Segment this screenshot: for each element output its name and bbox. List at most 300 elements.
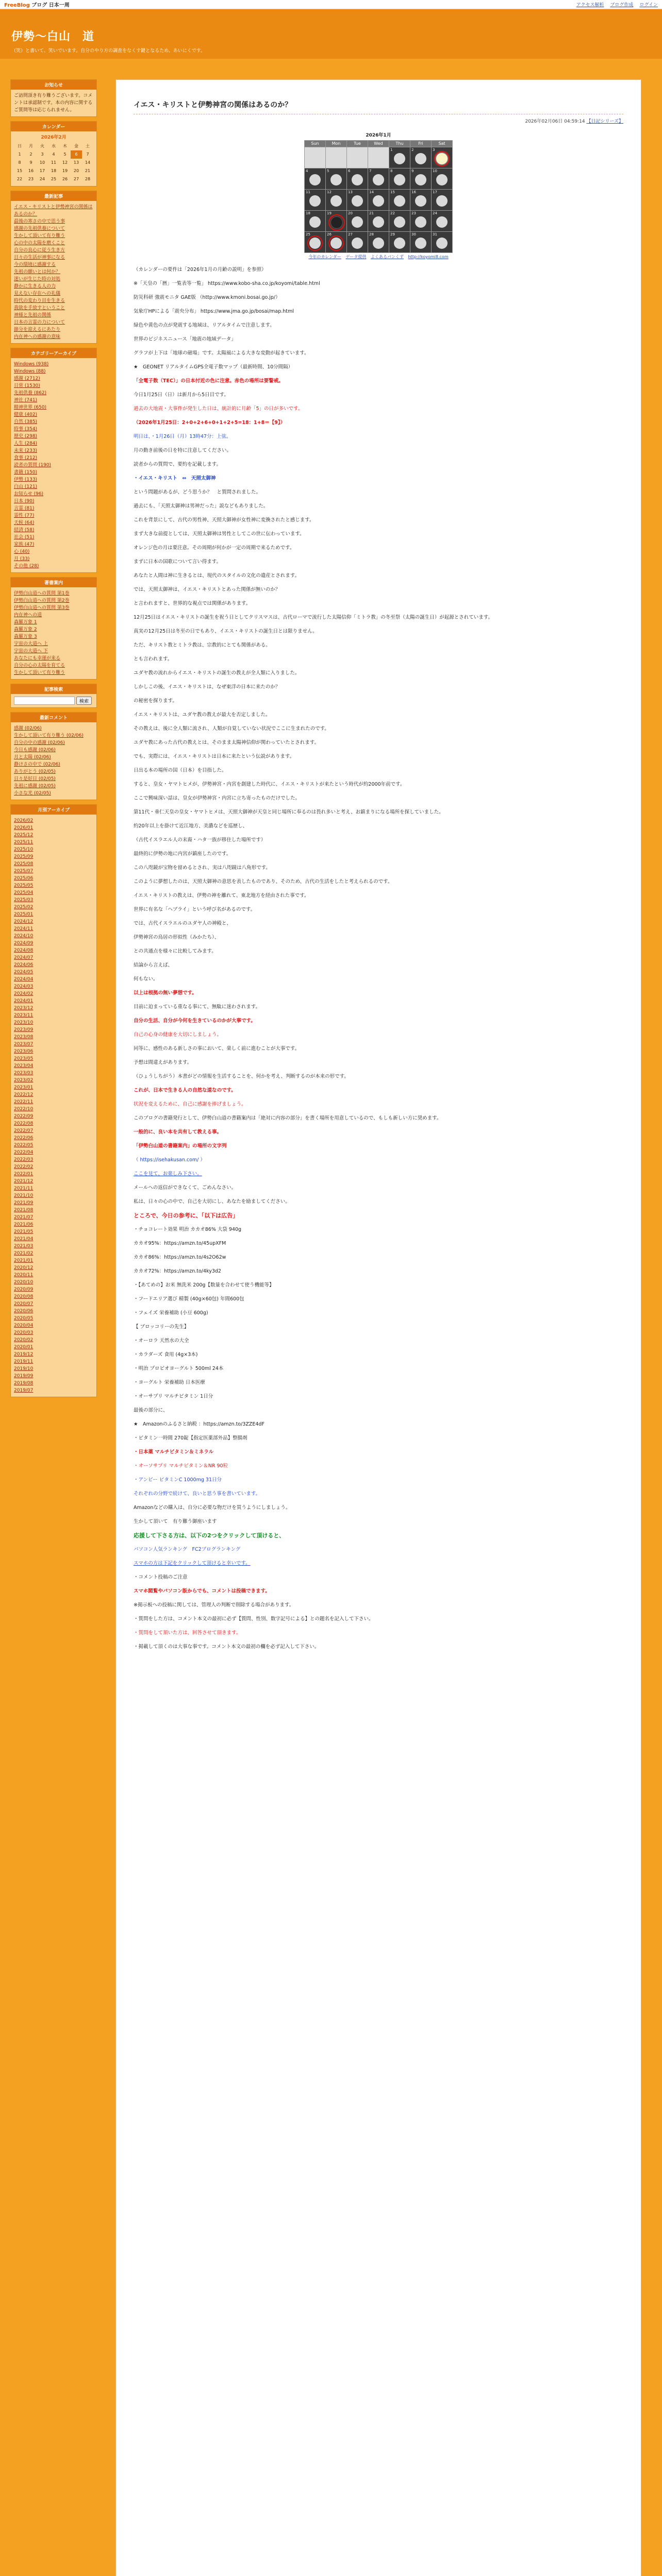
archive-link[interactable]: 2020/05: [14, 1316, 34, 1321]
archive-link[interactable]: 2023/10: [14, 1020, 34, 1025]
calendar-day[interactable]: 13: [73, 160, 79, 165]
calendar-day[interactable]: 12: [62, 160, 68, 165]
book-link[interactable]: 自分の心の太陽を育てる: [14, 663, 65, 668]
archive-link[interactable]: 2022/06: [14, 1136, 34, 1141]
moon-calendar-grid: [304, 140, 453, 253]
archive-link[interactable]: 2023/03: [14, 1071, 34, 1076]
archive-link[interactable]: 2021/06: [14, 1222, 34, 1227]
category-heading: カテゴリーアーカイブ: [11, 348, 96, 358]
archive-link[interactable]: 2023/12: [14, 1006, 34, 1011]
post-paragraph: ・質問をして頂いた方は、回答させて頂きます。: [134, 1630, 241, 1636]
archive-link[interactable]: 2022/05: [14, 1143, 34, 1148]
category-link[interactable]: 天候 (64): [14, 520, 35, 526]
post-paragraph: 自己の心身の健康を大切にしましょう。: [134, 1032, 222, 1038]
calendar-day[interactable]: 1: [18, 152, 21, 157]
calendar-day[interactable]: 15: [16, 168, 23, 173]
calendar-day[interactable]: 19: [62, 168, 68, 173]
calendar-day[interactable]: 21: [85, 168, 91, 173]
moon-calendar: [134, 131, 623, 260]
comments-box: [10, 712, 97, 800]
category-link[interactable]: 先祖供養 (862): [14, 391, 47, 396]
recent-post-link[interactable]: 我欲を手放すということ: [14, 306, 65, 311]
calendar-day[interactable]: 8: [18, 160, 21, 165]
moon-phase-cell: [305, 168, 325, 189]
category-link[interactable]: 人生 (284): [14, 441, 38, 446]
archive-link[interactable]: 2020/08: [14, 1294, 34, 1299]
calendar-day[interactable]: 14: [85, 160, 91, 165]
post-paragraph: これが、日本で生きる人の自然な道なのです。: [134, 1088, 236, 1093]
calendar-day[interactable]: 6: [71, 150, 82, 159]
moon-phase-cell: [305, 147, 325, 168]
archive-link[interactable]: 2020/03: [14, 1330, 34, 1335]
category-link[interactable]: 言霊 (81): [14, 506, 35, 511]
moon-phase-icon: [394, 195, 405, 207]
category-link[interactable]: Windows (938): [14, 362, 49, 367]
moon-day-number: 31: [433, 232, 437, 236]
category-link[interactable]: その他 (28): [14, 564, 39, 569]
archive-link[interactable]: 2023/07: [14, 1042, 34, 1047]
moon-phase-icon: [415, 174, 426, 185]
comment-link[interactable]: 先祖に感謝 (02/05): [14, 784, 56, 789]
moon-dow-label: Tue: [347, 141, 368, 147]
archive-link[interactable]: 2024/10: [14, 934, 34, 939]
archive-link[interactable]: 2022/10: [14, 1107, 34, 1112]
category-link[interactable]: 書籍 (150): [14, 470, 38, 475]
post-paragraph: では、天照太御神は、イエス・キリストとあった関係が無いのか？: [134, 587, 280, 592]
book-link[interactable]: 伊勢白山道への質問 第3巻: [14, 605, 70, 611]
archive-link[interactable]: 2020/02: [14, 1337, 34, 1343]
moon-phase-icon: [352, 195, 363, 207]
post-paragraph: とも言われます。: [134, 656, 173, 662]
recent-post-link[interactable]: 時代の変わり目を生きる: [14, 298, 65, 303]
moon-phase-cell: [389, 211, 410, 231]
moon-phase-cell: [347, 168, 368, 189]
category-link[interactable]: 歴史 (298): [14, 434, 38, 439]
post-date: 2026年02月06日 04:59:14: [525, 119, 585, 124]
archive-link[interactable]: 2022/02: [14, 1164, 34, 1170]
recent-post-link[interactable]: 静かに生きる人の力: [14, 284, 56, 289]
moon-phase-icon: [436, 216, 448, 228]
archive-link[interactable]: 2025/09: [14, 854, 34, 859]
archive-link[interactable]: 2022/12: [14, 1092, 34, 1097]
post-paragraph: 約20年以上を掛けて近江地方、美濃などを巡歴し、: [134, 823, 248, 829]
recent-post-link[interactable]: 最後の寒さの中で思う事: [14, 219, 65, 224]
archive-link[interactable]: 2025/05: [14, 883, 34, 888]
category-link[interactable]: 健康 (402): [14, 412, 38, 417]
archive-link[interactable]: 2023/11: [14, 1013, 34, 1018]
recent-post-link[interactable]: 神様と先祖の関係: [14, 313, 52, 318]
post-paragraph: 明日は、・1月26日（月）13時47分：上弦。: [134, 434, 231, 439]
moon-day-number: 17: [433, 190, 437, 194]
post-paragraph: ・アンビー ビタミンC 1000mg 31日分: [134, 1477, 222, 1483]
post-paragraph: ・コメント投稿のご注意: [134, 1574, 188, 1580]
post-paragraph: ・質問をした方は、コメント本文の最初に必ず【質問、性別、数字記号による】との題名を記入して下さい。: [134, 1616, 374, 1622]
archive-link[interactable]: 2020/01: [14, 1345, 34, 1350]
moon-dow-label: Thu: [389, 141, 410, 147]
recent-post-link[interactable]: 迷いが生じた時の対処: [14, 277, 61, 282]
category-link[interactable]: 社会 (51): [14, 535, 35, 540]
moon-day-number: 11: [306, 190, 310, 194]
recent-post-link[interactable]: 先祖の願いとは何か？: [14, 269, 61, 275]
calendar-day[interactable]: 4: [52, 152, 55, 157]
calendar-day[interactable]: 26: [62, 177, 68, 181]
calendar-dow: 木: [63, 144, 67, 148]
archive-link[interactable]: 2023/08: [14, 1035, 34, 1040]
category-link[interactable]: 白山 (121): [14, 484, 38, 489]
archive-link[interactable]: 2025/10: [14, 847, 34, 852]
calendar-day[interactable]: 16: [28, 168, 34, 173]
category-link[interactable]: Windows (88): [14, 369, 46, 374]
books-list: [11, 587, 96, 679]
moon-phase-cell: [410, 232, 431, 252]
archive-link[interactable]: 2025/03: [14, 897, 34, 903]
archive-link[interactable]: 2024/02: [14, 991, 34, 996]
post-paragraph: 日出る本の場所の国（日本）を目指した。: [134, 768, 227, 773]
archive-link[interactable]: 2021/03: [14, 1244, 34, 1249]
moon-phase-cell: [305, 190, 325, 210]
archive-link[interactable]: 2025/01: [14, 912, 34, 917]
moon-link-calendar[interactable]: 今年のカレンダー: [308, 255, 341, 259]
moon-phase-cell: [389, 190, 410, 210]
site-logo[interactable]: FreeBlog ブログ 日本一周: [4, 3, 70, 8]
comment-link[interactable]: 静けさの中で (02/06): [14, 762, 60, 767]
archive-link[interactable]: 2020/07: [14, 1301, 34, 1307]
archive-link[interactable]: 2024/03: [14, 984, 34, 989]
category-link[interactable]: 読者の質問 (190): [14, 463, 52, 468]
post-paragraph: 今日1月25日（日）は新月から5日目です。: [134, 392, 229, 398]
category-link[interactable]: 精神世界 (650): [14, 405, 47, 410]
moon-day-number: 18: [306, 211, 310, 215]
about-text: ご訪問頂き有り難うございます。コメントは承認制です。本の内容に関するご質問等は応じられません。: [14, 93, 93, 113]
post-paragraph: 最終的に伊勢の地に内宮が鎮座したのです。: [134, 851, 231, 857]
calendar-dow: 日: [18, 144, 22, 148]
calendar-day[interactable]: 11: [51, 160, 57, 165]
archive-link[interactable]: 2019/10: [14, 1366, 34, 1371]
moon-dow-label: Mon: [326, 141, 346, 147]
moon-phase-cell: [326, 190, 346, 210]
post-paragraph: 第11代・垂仁天皇の皇女・ヤマトヒメは、天照大御神が天皇と同じ場所に奉るのは畏れ多いと考え、お鎮まりになる場所を探していました。: [134, 809, 444, 815]
post-paragraph: との共通点を様々に比較してみます。: [134, 948, 217, 954]
moon-link-data[interactable]: データ提供: [345, 255, 367, 259]
post-paragraph: （ひょうしちがう）本書がどの情報を生活することを、何かを考え、判断するのが本来の形です。: [134, 1074, 349, 1079]
post-paragraph: 私は、日々の心の中で、自己を大切にし、あなたを励ましてください。: [134, 1199, 290, 1205]
post-paragraph: カカオ86%：https://amzn.to/4s2O62w: [134, 1255, 226, 1260]
post-paragraph: 最後の部分に、: [134, 1408, 168, 1413]
post-paragraph: 世界のビジネスニュース「地震の地域データ」: [134, 336, 236, 342]
moon-phase-cell: [389, 168, 410, 189]
category-link[interactable]: 自然 (385): [14, 419, 38, 425]
moon-dow-label: Wed: [368, 141, 389, 147]
moon-day-number: 29: [390, 232, 395, 236]
post-paragraph: 一般的に、良い本を共有して教える事。: [134, 1129, 222, 1135]
moon-link-url[interactable]: http://koyomi8.com: [408, 255, 449, 259]
moon-dow-label: Sun: [305, 141, 325, 147]
calendar-box: [10, 121, 97, 187]
moon-phase-cell: [389, 147, 410, 168]
calendar-day[interactable]: 27: [73, 177, 79, 181]
moon-day-number: 15: [390, 190, 395, 194]
category-link[interactable]: 感謝 (2712): [14, 376, 40, 381]
archive-link[interactable]: 2019/12: [14, 1352, 34, 1357]
archive-link[interactable]: 2019/09: [14, 1374, 34, 1379]
calendar-dow: 月: [29, 144, 33, 148]
recent-post-link[interactable]: イエス・キリストと伊勢神宮の関係はあるのか？: [14, 205, 93, 217]
archive-link[interactable]: 2021/08: [14, 1208, 34, 1213]
calendar-day[interactable]: 18: [51, 168, 57, 173]
archive-link[interactable]: 2024/12: [14, 919, 34, 924]
archive-link[interactable]: 2021/02: [14, 1251, 34, 1256]
post-paragraph: ★ Amazonのふるさと納税 ：https://amzn.to/3ZZE4dF: [134, 1421, 264, 1427]
archive-link[interactable]: 2026/01: [14, 825, 34, 831]
archive-link[interactable]: 2025/07: [14, 869, 34, 874]
moon-phase-cell: [432, 168, 452, 189]
moon-day-number: 13: [348, 190, 353, 194]
calendar-dow: 土: [86, 144, 90, 148]
moon-link-breadcrumb[interactable]: よくあるパンくず: [370, 255, 404, 259]
archive-link[interactable]: 2019/07: [14, 1388, 34, 1393]
category-link[interactable]: 家族 (47): [14, 542, 35, 547]
category-link[interactable]: 霊性 (77): [14, 513, 35, 518]
archive-link[interactable]: 2025/12: [14, 833, 34, 838]
sidebar: [10, 79, 97, 2576]
moon-day-number: 6: [348, 169, 351, 173]
archive-link[interactable]: 2023/05: [14, 1056, 34, 1061]
archive-link[interactable]: 2024/08: [14, 948, 34, 953]
recent-post-link[interactable]: 見えない存在への礼儀: [14, 291, 61, 296]
archive-link[interactable]: 2024/07: [14, 955, 34, 960]
category-link[interactable]: 日本 (90): [14, 499, 35, 504]
archive-link[interactable]: 2022/11: [14, 1099, 34, 1105]
recent-post-link[interactable]: 今の環境に感謝する: [14, 262, 56, 267]
archive-link[interactable]: 2021/07: [14, 1215, 34, 1220]
comment-link[interactable]: ありがとう (02/05): [14, 769, 56, 774]
moon-dow-label: Sat: [432, 141, 452, 147]
comment-link[interactable]: 自分の中の感謝 (02/06): [14, 740, 65, 745]
post-paragraph: このように夢想したのは、天照大御神の意思を表したものであり、そのため、古代の生活をしたと考えられるのです。: [134, 879, 393, 885]
archive-link[interactable]: 2022/01: [14, 1172, 34, 1177]
moon-day-number: 24: [433, 211, 437, 215]
search-input[interactable]: [14, 697, 75, 705]
archive-link[interactable]: 2024/11: [14, 926, 34, 931]
archive-link[interactable]: 2020/04: [14, 1323, 34, 1328]
recent-post-link[interactable]: 内在神への感謝の意味: [14, 334, 61, 340]
moon-phase-cell: [326, 232, 346, 252]
post-paragraph: 以上は根拠の無い夢想です。: [134, 990, 197, 996]
recent-post-link[interactable]: 自分の良心に従う生き方: [14, 248, 65, 253]
moon-phase-icon: [436, 195, 448, 207]
post-title[interactable]: イエス・キリストと伊勢神宮の関係はあるのか？: [134, 99, 623, 114]
search-button[interactable]: 検索: [76, 697, 92, 705]
post-paragraph: ・オーソサプリ マルチビタミン＆NR 90粒: [134, 1463, 228, 1469]
archive-link[interactable]: 2023/01: [14, 1085, 34, 1090]
comment-link[interactable]: 小さな光 (02/05): [14, 791, 51, 796]
recent-post-link[interactable]: 生かして頂いて有り難う: [14, 233, 65, 239]
calendar-day[interactable]: 7: [86, 152, 89, 157]
post-paragraph: ※掲示板への投稿に関しては、管理人の判断で削除する場合があります。: [134, 1602, 294, 1608]
book-link[interactable]: 伊勢白山道への質問 第2巻: [14, 598, 70, 603]
category-link[interactable]: 経済 (58): [14, 528, 35, 533]
moon-phase-icon: [373, 238, 384, 249]
archive-link[interactable]: 2021/04: [14, 1236, 34, 1242]
archive-link[interactable]: 2025/02: [14, 905, 34, 910]
moon-phase-icon: [309, 195, 321, 207]
archive-link[interactable]: 2021/09: [14, 1200, 34, 1206]
post-paragraph: 予想は間違えがあります。: [134, 1060, 192, 1065]
post-paragraph: 世界に有名な「ヘブライ」という呼び名があるのです。: [134, 907, 256, 912]
post-paragraph: ・掲載して頂くのは大事な事です。コメント本文の最初の欄を必ず記入して下さい。: [134, 1644, 320, 1650]
post-paragraph: スマホの方は下記をクリックして頂けると幸いです。: [134, 1561, 251, 1566]
calendar-dow: 金: [74, 144, 78, 148]
post-paragraph: ・カラダーズ 食用 (4g×3本): [134, 1352, 198, 1358]
category-link[interactable]: 神社 (741): [14, 398, 38, 403]
archive-link[interactable]: 2025/06: [14, 876, 34, 881]
archive-link[interactable]: 2024/01: [14, 998, 34, 1004]
archive-link[interactable]: 2023/02: [14, 1078, 34, 1083]
archive-link[interactable]: 2024/04: [14, 977, 34, 982]
moon-phase-icon: [352, 216, 363, 228]
moon-day-number: 9: [411, 169, 414, 173]
comment-link[interactable]: 日々是好日 (02/05): [14, 776, 56, 782]
archive-link[interactable]: 2020/10: [14, 1280, 34, 1285]
book-link[interactable]: 森羅万象 2: [14, 627, 37, 632]
archive-link[interactable]: 2019/11: [14, 1359, 34, 1364]
archive-link[interactable]: 2024/09: [14, 941, 34, 946]
book-link[interactable]: あなたにも幸運が来る: [14, 656, 61, 661]
recent-post-link[interactable]: 感謝の先祖供養について: [14, 226, 65, 231]
comment-link[interactable]: 今日も感謝 (02/06): [14, 748, 56, 753]
calendar-day[interactable]: 3: [41, 152, 44, 157]
book-link[interactable]: 伊勢白山道への質問 第1巻: [14, 591, 70, 596]
post-paragraph: パソコン人気ランキング FC2ブログランキング: [134, 1547, 241, 1552]
calendar-day[interactable]: 10: [39, 160, 45, 165]
archive-link[interactable]: 2023/09: [14, 1027, 34, 1032]
post-paragraph: 12月25日はイエス・キリストの誕生を祝う日としてクリスマスは、古代ローマで流行した太陽信仰「ミトラ教」の冬至祭（太陽の誕生日）が起源とされています。: [134, 615, 493, 620]
calendar-day[interactable]: 28: [85, 177, 91, 181]
moon-phase-icon: [330, 174, 342, 185]
calendar-day[interactable]: 25: [51, 177, 57, 181]
archive-link[interactable]: 2022/03: [14, 1157, 34, 1162]
calendar-day[interactable]: 20: [73, 168, 79, 173]
archive-link[interactable]: 2025/08: [14, 861, 34, 867]
book-link[interactable]: 生かして頂いて有り難う: [14, 670, 65, 675]
archive-link[interactable]: 2020/09: [14, 1287, 34, 1292]
archive-link[interactable]: 2021/11: [14, 1186, 34, 1191]
category-link[interactable]: 月 (33): [14, 556, 30, 562]
moon-phase-icon: [415, 153, 426, 164]
archive-link[interactable]: 2026/02: [14, 818, 34, 823]
moon-day-number: 27: [348, 232, 353, 236]
archive-link[interactable]: 2022/07: [14, 1128, 34, 1133]
calendar-day[interactable]: 9: [29, 160, 32, 165]
post-paragraph: 何もない。: [134, 976, 158, 982]
recent-post-link[interactable]: 日々の生活が神事になる: [14, 255, 65, 260]
post-paragraph: ただ、キリスト教とミトラ教は、宗教的にとても関係がある。: [134, 642, 271, 648]
moon-phase-icon: [394, 216, 405, 228]
book-link[interactable]: 森羅万象 3: [14, 634, 37, 639]
calendar-day[interactable]: 22: [16, 177, 23, 181]
post-paragraph: ・オーロラ 天然水の大全: [134, 1338, 189, 1344]
post-paragraph: 同等に、感性のある新しさの事において、楽しく前に進むことが大事です。: [134, 1046, 300, 1052]
moon-phase-cell: [305, 232, 325, 252]
calendar-day[interactable]: 2: [29, 152, 32, 157]
moon-phase-icon: [309, 216, 321, 228]
archive-link[interactable]: 2020/12: [14, 1265, 34, 1270]
comment-link[interactable]: 月と太陽 (02/06): [14, 755, 51, 760]
post-paragraph: このブログの書籍発行として、伊勢白山道の書籍案内は「絶対に内容の部分」を書く場所を用意しているので、もしも新しい方に奨めます。: [134, 1115, 442, 1121]
post-paragraph: グラフが上下は「地球の磁場」です。太陽風による大きな変動が起きています。: [134, 350, 309, 356]
comment-link[interactable]: 生かして頂いて有り難う (02/06): [14, 733, 84, 738]
post-paragraph: それぞれの分野で続けて、良いと思う事を書いています。: [134, 1491, 261, 1497]
archive-link[interactable]: 2024/06: [14, 962, 34, 968]
recent-post-link[interactable]: 節分を迎えるにあたり: [14, 327, 61, 332]
post-paragraph: カカオ72%：https://amzn.to/4ky3d2: [134, 1268, 221, 1274]
archive-link[interactable]: 2025/04: [14, 890, 34, 895]
archive-link[interactable]: 2025/11: [14, 840, 34, 845]
archive-link[interactable]: 2022/04: [14, 1150, 34, 1155]
calendar-day[interactable]: 17: [39, 168, 45, 173]
moon-day-number: 20: [348, 211, 353, 215]
moon-day-number: 30: [411, 232, 416, 236]
archive-link[interactable]: 2023/06: [14, 1049, 34, 1054]
category-link[interactable]: 伊勢 (133): [14, 477, 38, 482]
post-category-link[interactable]: 【日記シリーズ】: [586, 119, 623, 124]
calendar-day[interactable]: 23: [28, 177, 34, 181]
archive-list: [11, 815, 96, 1397]
post-paragraph: 読者からの質問で、要約を記載します。: [134, 462, 222, 467]
calendar-day[interactable]: 24: [39, 177, 45, 181]
calendar-day[interactable]: 5: [63, 152, 67, 157]
post-paragraph: ・チョコレート効果 明治 カカオ86% 大袋 940g: [134, 1227, 242, 1232]
moon-phase-icon: [415, 238, 426, 249]
moon-calendar-caption: 2026年1月: [366, 133, 391, 138]
book-link[interactable]: 宇宙の大道へ 上: [14, 641, 48, 647]
moon-day-number: 23: [411, 211, 416, 215]
recent-post-link[interactable]: 日本の言霊の力について: [14, 320, 65, 325]
topbar-link-login[interactable]: ログイン: [639, 3, 658, 8]
archive-link[interactable]: 2024/05: [14, 970, 34, 975]
archive-link[interactable]: 2021/01: [14, 1258, 34, 1263]
category-link[interactable]: お知らせ (96): [14, 492, 44, 497]
archive-link[interactable]: 2022/09: [14, 1114, 34, 1119]
book-link[interactable]: 宇宙の大道へ 下: [14, 649, 48, 654]
archive-link[interactable]: 2022/08: [14, 1121, 34, 1126]
topbar-link-create[interactable]: ブログ作成: [610, 3, 634, 8]
archive-link[interactable]: 2020/11: [14, 1273, 34, 1278]
archive-link[interactable]: 2020/06: [14, 1309, 34, 1314]
blog-title[interactable]: 伊勢～白山 道: [11, 30, 95, 43]
book-link[interactable]: 森羅万象 1: [14, 620, 37, 625]
archive-link[interactable]: 2021/10: [14, 1193, 34, 1198]
recent-post-link[interactable]: 心の中の太陽を磨くこと: [14, 241, 65, 246]
topbar-link-access[interactable]: アクセス解析: [576, 3, 604, 8]
archive-link[interactable]: 2019/08: [14, 1381, 34, 1386]
post-paragraph: （古代イスラエル人の末裔・ハタ一族が移住した場所です）: [134, 837, 266, 843]
comment-link[interactable]: 感謝 (02/06): [14, 726, 42, 731]
archive-link[interactable]: 2021/12: [14, 1179, 34, 1184]
category-link[interactable]: 日常 (1530): [14, 383, 40, 388]
post-paragraph: カカオ95%：https://amzn.to/45upXFM: [134, 1241, 226, 1246]
category-link[interactable]: 未来 (233): [14, 448, 38, 453]
category-link[interactable]: 時事 (354): [14, 427, 38, 432]
post-paragraph: まずに日本の国歌について言い得ます。: [134, 559, 222, 565]
book-link[interactable]: 内在神への道: [14, 613, 42, 618]
category-link[interactable]: 食事 (212): [14, 455, 38, 461]
archive-link[interactable]: 2023/04: [14, 1063, 34, 1069]
moon-phase-icon: [394, 174, 405, 185]
category-link[interactable]: 心 (40): [14, 549, 30, 554]
archive-link[interactable]: 2021/05: [14, 1229, 34, 1234]
moon-day-number: 1: [390, 148, 393, 152]
